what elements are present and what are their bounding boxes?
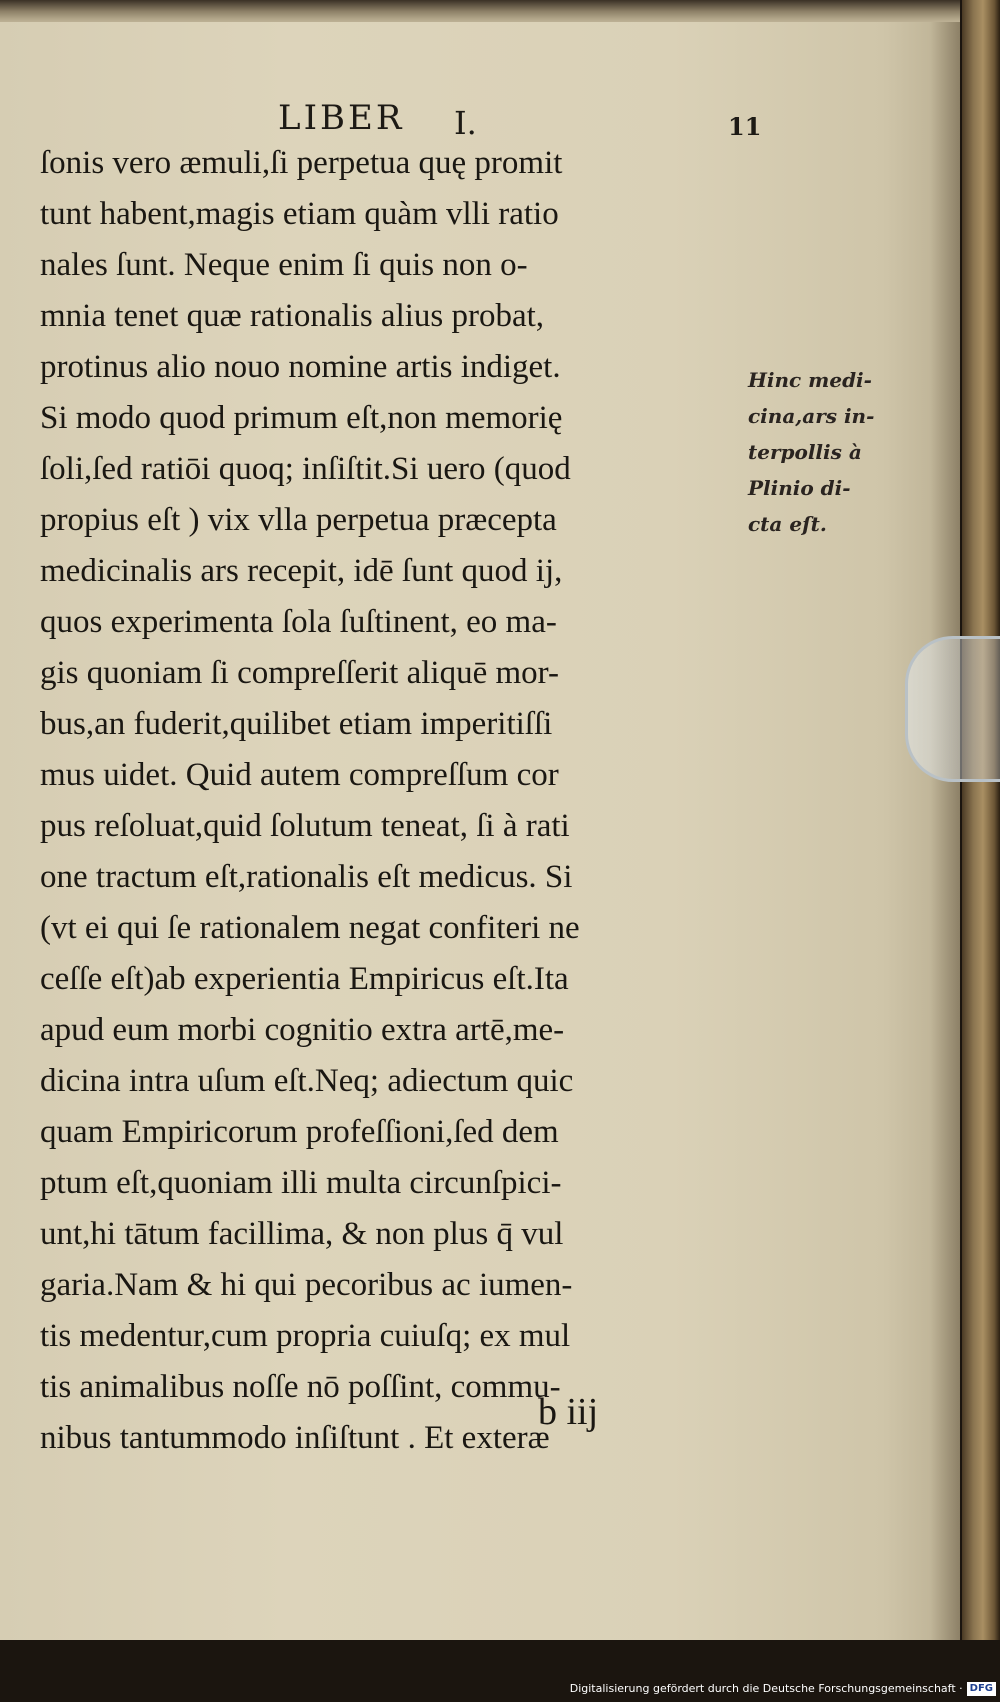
marginal-note-line: cina,ars in- [748,404,875,428]
text-line: dicina intra uſum eſt.Neq; adiectum quic [40,1063,574,1099]
body-text [40,138,750,1464]
marginal-note [748,362,888,542]
text-line: nibus tantummodo inſiſtunt . Et exteræ [40,1420,550,1456]
text-line: tis medentur,cum propria cuiuſq; ex mul [40,1318,571,1354]
book-number: I. [454,104,477,142]
text-line: pus reſoluat,quid ſolutum teneat, ſi à rati [40,808,570,844]
text-line: ſoli,ſed ratiōi quoq; inſiſtit.Si uero (quod [40,451,571,487]
text-line: bus,an fuderit,quilibet etiam imperitiſſi [40,706,553,742]
book-fore-edge [962,0,1000,1640]
folio-number: 11 [728,112,762,141]
running-header: LIBER [278,98,405,138]
text-line: one tractum eſt,rationalis eſt medicus. Si [40,859,573,895]
text-line: ſonis vero æmuli,ſi perpetua quę promit [40,145,563,181]
text-line: mnia tenet quæ rationalis alius probat, [40,298,545,334]
text-line: gis quoniam ſi compreſſerit aliquē mor- [40,655,559,691]
text-line: medicinalis ars recepit, idē ſunt quod ij, [40,553,563,589]
text-line: quam Empiricorum profeſſioni,ſed dem [40,1114,559,1150]
signature-mark: b iij [538,1391,599,1433]
marginal-note-line: Hinc medi- [748,368,872,392]
text-line: garia.Nam & hi qui pecoribus ac iumen- [40,1267,573,1303]
marginal-note-line: terpollis à [748,440,862,464]
text-line: mus uidet. Quid autem compreſſum cor [40,757,559,793]
text-line: unt,hi tātum facillima, & non plus q̄ vul [40,1216,564,1252]
text-line: apud eum morbi cognitio extra artē,me- [40,1012,565,1048]
dfg-logo: DFG [967,1682,996,1696]
text-line: ceſſe eſt)ab experientia Empiricus eſt.Ita [40,961,569,997]
text-line: tis animalibus noſſe nō poſſint, commu- [40,1369,561,1405]
gutter-shadow [930,22,960,1640]
marginal-note-line: cta eſt. [748,512,827,536]
page-clip [905,636,1000,782]
marginal-note-line: Plinio di- [748,476,851,500]
text-line: nales ſunt. Neque enim ſi quis non o- [40,247,528,283]
text-line: Si modo quod primum eſt,non memorię [40,400,563,436]
digitization-credit [570,1680,996,1698]
credit-text: Digitalisierung gefördert durch die Deutsche Forschungsgemeinschaft · [569,1682,963,1695]
text-line: (vt ei qui ſe rationalem negat confiteri ne [40,910,580,946]
text-line: propius eſt ) vix vlla perpetua præcepta [40,502,557,538]
text-line: protinus alio nouo nomine artis indiget. [40,349,561,385]
text-line: tunt habent,magis etiam quàm vlli ratio [40,196,559,232]
text-line: ptum eſt,quoniam illi multa circunſpici- [40,1165,562,1201]
text-line: quos experimenta ſola ſuſtinent, eo ma- [40,604,557,640]
